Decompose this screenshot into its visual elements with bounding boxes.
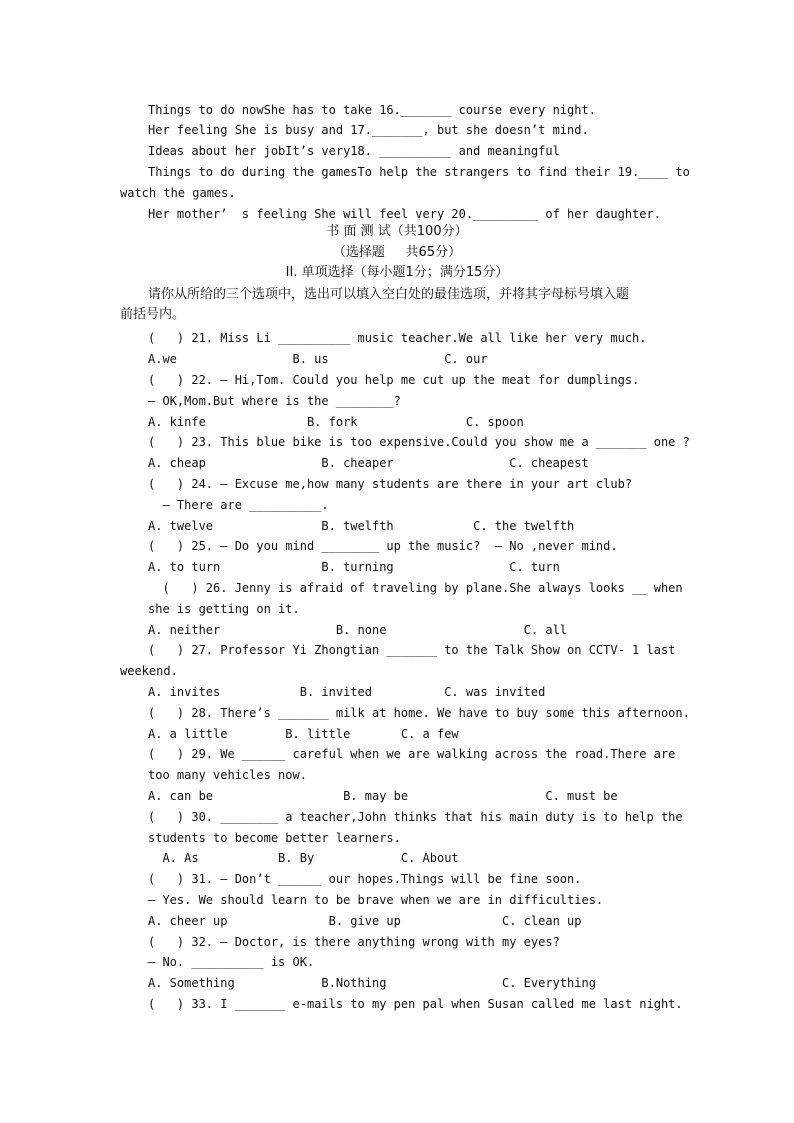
section-heading: II. 单项选择（每小题1分；满分15分）: [285, 265, 509, 280]
question-30-cont: students to become better learners.: [148, 831, 401, 845]
question-23: ( ) 23. This blue bike is too expensive.Could you show me a _______ one ?: [148, 435, 690, 449]
options-21: A.we B. us C. our: [148, 352, 488, 366]
options-24: A. twelve B. twelfth C. the twelfth: [148, 519, 575, 533]
question-32-reply: – No. __________ is OK.: [148, 955, 315, 969]
options-30: A. As B. By C. About: [148, 851, 459, 865]
question-24-reply: – There are __________.: [148, 498, 329, 512]
reading-line-20: Her mother’ s feeling She will feel very 20._________ of her daughter.: [148, 207, 661, 221]
instruction-line-2: 前括号内。: [120, 307, 186, 322]
options-23: A. cheap B. cheaper C. cheapest: [148, 456, 589, 470]
question-30: ( ) 30. ________ a teacher,John thinks that his main duty is to help the: [148, 810, 683, 824]
options-28: A. a little B. little C. a few: [148, 727, 459, 741]
reading-line-19: Things to do during the gamesTo help the strangers to find their 19.____ to: [148, 165, 690, 179]
options-32: A. Something B.Nothing C. Everything: [148, 976, 596, 990]
question-31: ( ) 31. – Don’t ______ our hopes.Things will be fine soon.: [148, 872, 582, 886]
question-27: ( ) 27. Professor Yi Zhongtian _______ to the Talk Show on CCTV- 1 last: [148, 643, 676, 657]
section-subtitle: （选择题 共65分）: [332, 245, 462, 260]
question-32: ( ) 32. – Doctor, is there anything wrong with my eyes?: [148, 935, 560, 949]
question-31-reply: – Yes. We should learn to be brave when we are in difficulties.: [148, 893, 604, 907]
options-25: A. to turn B. turning C. turn: [148, 560, 560, 574]
options-29: A. can be B. may be C. must be: [148, 789, 618, 803]
question-25: ( ) 25. – Do you mind ________ up the music? – No ,never mind.: [148, 539, 618, 553]
options-26: A. neither B. none C. all: [148, 623, 568, 637]
reading-line-18: Ideas about her jobIt’s very18. __________ and meaningful: [148, 144, 560, 158]
question-33: ( ) 33. I _______ e-mails to my pen pal when Susan called me last night.: [148, 997, 683, 1011]
options-27: A. invites B. invited C. was invited: [148, 685, 546, 699]
section-title: 书 面 测 试（共100分）: [326, 224, 468, 239]
question-22: ( ) 22. – Hi,Tom. Could you help me cut up the meat for dumplings.: [148, 373, 640, 387]
question-26: ( ) 26. Jenny is afraid of traveling by plane.She always looks __ when: [148, 581, 683, 595]
options-22: A. kinfe B. fork C. spoon: [148, 415, 524, 429]
question-27-cont: weekend.: [120, 664, 178, 678]
question-29-cont: too many vehicles now.: [148, 768, 307, 782]
reading-line-19-cont: watch the games.: [120, 186, 236, 200]
question-28: ( ) 28. There’s _______ milk at home. We have to buy some this afternoon.: [148, 706, 690, 720]
question-21: ( ) 21. Miss Li __________ music teacher.We all like her very much.: [148, 331, 647, 345]
options-31: A. cheer up B. give up C. clean up: [148, 914, 582, 928]
reading-line-16: Things to do nowShe has to take 16._______ course every night.: [148, 103, 596, 117]
question-24: ( ) 24. – Excuse me,how many students are there in your art club?: [148, 477, 633, 491]
question-26-cont: she is getting on it.: [148, 602, 300, 616]
question-22-reply: – OK,Mom.But where is the ________?: [148, 394, 401, 408]
reading-line-17: Her feeling She is busy and 17._______, but she doesn’t mind.: [148, 123, 589, 137]
instruction-line-1: 请你从所给的三个选项中，选出可以填入空白处的最佳选项，并将其字母标号填入题: [148, 287, 630, 302]
question-29: ( ) 29. We ______ careful when we are walking across the road.There are: [148, 747, 676, 761]
